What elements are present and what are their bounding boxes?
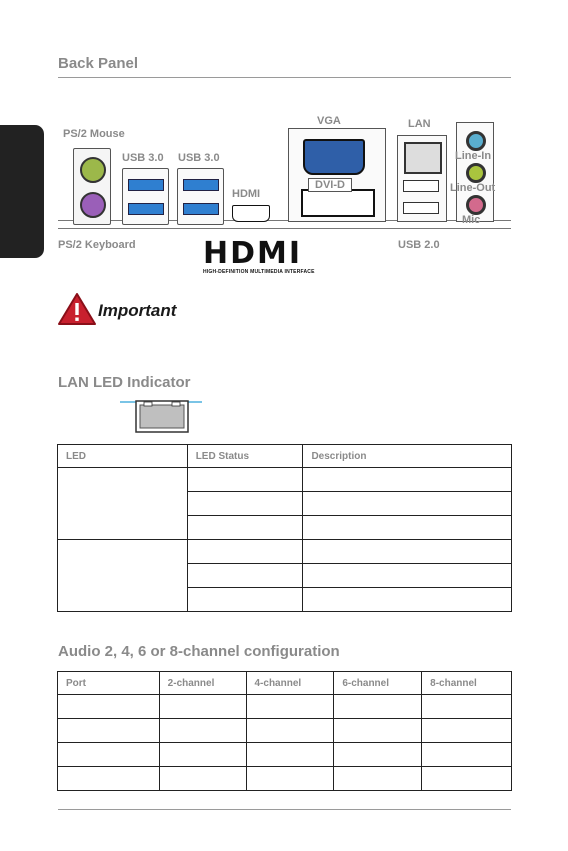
line-out-jack xyxy=(466,163,486,183)
video-port-group xyxy=(288,128,386,222)
mic-label: Mic xyxy=(462,214,481,226)
heading-rule xyxy=(58,77,511,78)
audio-heading: Audio 2, 4, 6 or 8-channel configuration xyxy=(58,643,340,660)
ps2-keyboard-port xyxy=(80,192,106,218)
hdmi-port xyxy=(232,205,270,222)
usb3-port xyxy=(183,203,219,215)
table-header-row xyxy=(58,445,512,468)
ps2-combo-port xyxy=(73,148,111,225)
line-in-label: Line-In xyxy=(455,150,492,162)
lan-led-table xyxy=(57,444,512,612)
table-header: 2-channel xyxy=(159,672,246,695)
table-header: LED Status xyxy=(187,445,303,468)
vga-label: VGA xyxy=(317,115,341,127)
usb3-port xyxy=(128,179,164,191)
usb3-port-group-1 xyxy=(122,168,169,225)
line-out-label: Line-Out xyxy=(450,182,496,194)
hdmi-label: HDMI xyxy=(232,188,261,200)
back-panel-heading: Back Panel xyxy=(58,55,139,72)
table-header: 4-channel xyxy=(246,672,334,695)
usb2-port xyxy=(403,202,439,214)
usb3-port xyxy=(183,179,219,191)
ps2-mouse-port xyxy=(80,157,106,183)
lan-port xyxy=(404,142,442,174)
table-row xyxy=(58,695,512,719)
usb3-port xyxy=(128,203,164,215)
table-row xyxy=(58,743,512,767)
lan-led-diagram xyxy=(118,395,204,435)
table-header: Port xyxy=(58,672,160,695)
mic-jack xyxy=(466,195,486,215)
vga-port xyxy=(303,139,365,175)
side-tab xyxy=(0,125,44,258)
important-title: Important xyxy=(98,301,177,320)
lan-led-heading: LAN LED Indicator xyxy=(58,374,191,391)
table-header: 6-channel xyxy=(334,672,422,695)
usb2-port xyxy=(403,180,439,192)
line-in-jack xyxy=(466,131,486,151)
usb3-port-group-2 xyxy=(177,168,224,225)
table-header-row xyxy=(58,672,512,695)
usb20-label: USB 2.0 xyxy=(398,239,440,251)
table-header: LED xyxy=(58,445,188,468)
dvi-port xyxy=(301,189,375,217)
audio-jack-group xyxy=(456,122,494,222)
table-header: Description xyxy=(303,445,512,468)
hdmi-logo xyxy=(203,236,315,275)
usb30-label-2: USB 3.0 xyxy=(178,152,220,164)
table-row xyxy=(58,540,512,564)
ps2-keyboard-label: PS/2 Keyboard xyxy=(58,239,136,251)
hdmi-logo-tagline: HIGH-DEFINITION MULTIMEDIA INTERFACE xyxy=(203,269,315,275)
table-header: 8-channel xyxy=(422,672,512,695)
table-row xyxy=(58,468,512,492)
hdmi-logo-text: HDMI xyxy=(203,236,303,271)
ps2-mouse-label: PS/2 Mouse xyxy=(63,128,125,140)
lan-usb2-group xyxy=(397,135,447,222)
table-row xyxy=(58,767,512,791)
usb30-label-1: USB 3.0 xyxy=(122,152,164,164)
footer-rule xyxy=(58,809,511,810)
table-row xyxy=(58,719,512,743)
warning-icon xyxy=(57,292,97,326)
lan-label: LAN xyxy=(408,118,431,130)
panel-bottom-line xyxy=(58,228,511,229)
audio-table xyxy=(57,671,512,791)
dvi-d-label: DVI-D xyxy=(308,178,352,192)
